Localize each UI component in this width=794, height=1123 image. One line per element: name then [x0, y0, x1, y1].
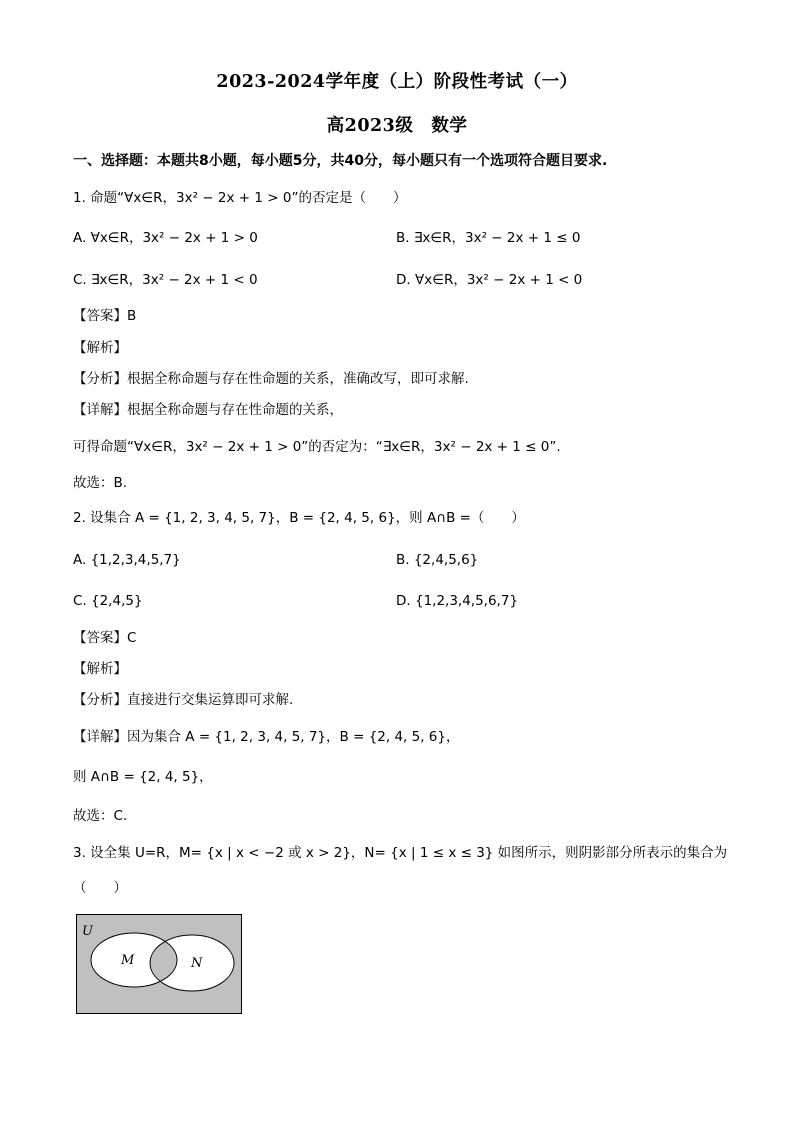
q2-analysis-label: 【解析】 — [73, 661, 127, 677]
q2-option-c: C. {2,4,5} — [73, 593, 143, 609]
q2-option-b: B. {2,4,5,6} — [396, 552, 479, 568]
q1-stem: 1. 命题“∀x∈R，3x² − 2x + 1 > 0”的否定是（ ） — [73, 190, 407, 206]
q2-stem: 2. 设集合 A = {1, 2, 3, 4, 5, 7}，B = {2, 4, 5, 6}，则 A∩B =（ ） — [73, 510, 525, 526]
q2-detail: 则 A∩B = {2, 4, 5}， — [73, 769, 213, 785]
q3-stem: 3. 设全集 U=R，M= {x | x < −2 或 x > 2}，N= {x | 1 ≤ x ≤ 3} 如图所示，则阴影部分所表示的集合为 — [73, 845, 728, 861]
q2-xiangjie: 【详解】因为集合 A = {1, 2, 3, 4, 5, 7}，B = {2, 4, 5, 6}， — [73, 729, 460, 745]
q1-choice: 故选：B. — [73, 475, 128, 491]
q1-option-c: C. ∃x∈R，3x² − 2x + 1 < 0 — [73, 272, 258, 288]
venn-diagram — [76, 914, 242, 1014]
q2-fenxi: 【分析】直接进行交集运算即可求解. — [73, 692, 294, 708]
q3-paren: （ ） — [73, 880, 127, 896]
venn-n-label: N — [191, 956, 203, 971]
q1-option-d: D. ∀x∈R，3x² − 2x + 1 < 0 — [396, 272, 583, 288]
section-header: 一、选择题：本题共8小题，每小题5分，共40分，每小题只有一个选项符合题目要求. — [73, 153, 608, 169]
q1-xiangjie: 【详解】根据全称命题与存在性命题的关系， — [73, 402, 343, 418]
q2-option-d: D. {1,2,3,4,5,6,7} — [396, 593, 519, 609]
q1-analysis-label: 【解析】 — [73, 340, 127, 356]
q1-option-a: A. ∀x∈R，3x² − 2x + 1 > 0 — [73, 230, 258, 246]
q1-fenxi: 【分析】根据全称命题与存在性命题的关系，准确改写，即可求解. — [73, 371, 469, 387]
exam-subtitle: 高2023级 数学 — [326, 116, 468, 136]
q2-option-a: A. {1,2,3,4,5,7} — [73, 552, 181, 568]
q1-answer: 【答案】B — [73, 308, 137, 324]
q2-choice: 故选：C. — [73, 808, 128, 824]
venn-m-label: M — [121, 953, 135, 968]
q2-answer: 【答案】C — [73, 630, 137, 646]
venn-u-label: U — [82, 924, 93, 939]
exam-title: 2023-2024学年度（上）阶段性考试（一） — [216, 72, 578, 92]
q1-option-b: B. ∃x∈R，3x² − 2x + 1 ≤ 0 — [396, 230, 581, 246]
q1-detail: 可得命题“∀x∈R，3x² − 2x + 1 > 0”的否定为：“∃x∈R，3x² − 2x + 1 ≤ 0”. — [73, 439, 561, 455]
